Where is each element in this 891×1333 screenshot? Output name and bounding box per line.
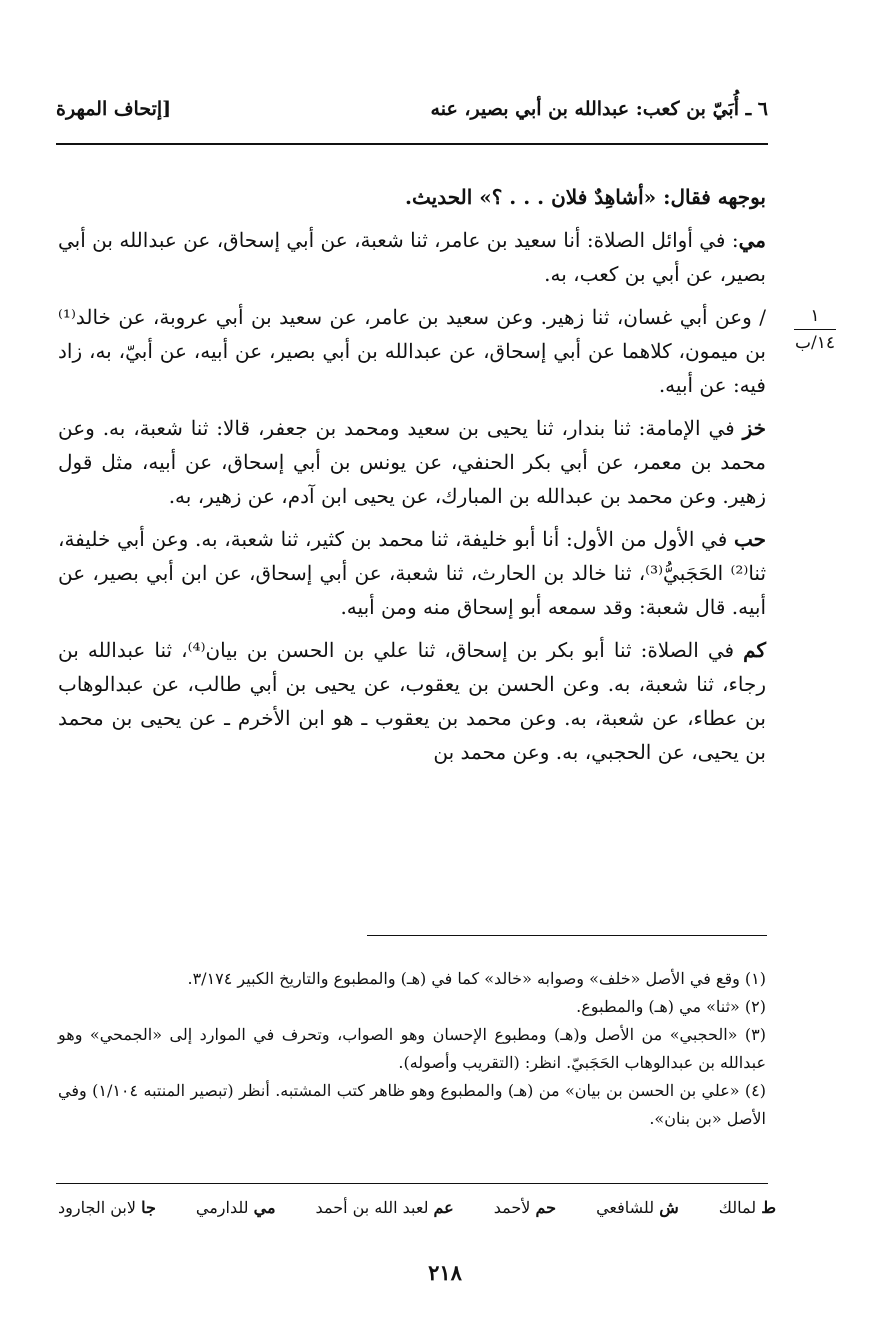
footnote: (١) وقع في الأصل «خلف» وصوابه «خالد» كما في (هـ) والمطبوع والتاريخ الكبير ٣/١٧٤. [187,969,766,988]
header-rule [56,143,768,145]
legend-item: عم لعبد الله بن أحمد [315,1198,454,1217]
header-book-title: [إتحاف المهرة [56,98,172,120]
main-text [58,180,766,778]
footnote: (٢) «ثنا» مي (هـ) والمطبوع. [576,997,766,1016]
running-header [56,92,768,126]
paragraph [58,522,766,624]
paragraph-siglum: كم [743,638,766,662]
paragraph [58,633,766,769]
page-number: ٢١٨ [428,1260,462,1285]
paragraph [58,300,766,402]
footnote: (٣) «الحجبي» من الأصل و(هـ) ومطبوع الإحسان وهو الصواب، وتحرف في الموارد إلى «الجمحي» وهو عبدالله بن عبدالوهاب الحَجَبيّ. انظر: (التقريب وأصوله). [58,1025,766,1072]
paragraph [58,223,766,291]
footnote: (٤) «علي بن الحسن بن بيان» من (هـ) والمطبوع وهو ظاهر كتب المشتبه. أنظر (تبصير المنتبه ١/١٠٤) وفي الأصل «بن بنان». [58,1081,766,1128]
paragraph-text: في الإمامة: ثنا بندار، ثنا يحيى بن سعيد ومحمد بن جعفر، قالا: ثنا شعبة، به. وعن محمد بن معمر، عن أبي بكر الحنفي، عن يونس بن أبي إسحاق، عن أبيه، مثل قول زهير. وعن محمد بن عبدالله بن المبارك، عن يحيى ابن آدم، عن زهير، به. [58,416,766,508]
footnote-rule [367,935,767,936]
footnotes [58,965,766,1133]
legend-rule [56,1183,768,1184]
paragraph-siglum: حب [733,527,766,551]
paragraph-text: بوجهه فقال: «أشاهِدٌ فلان . . . ؟» الحديث. [405,185,766,209]
paragraph [58,411,766,513]
legend-item: ط لمالك [718,1198,776,1217]
margin-note-rule [794,329,836,330]
legend-item: مي للدارمي [195,1198,276,1217]
abbreviation-legend [58,1198,776,1217]
header-title: ٦ ـ أُبَيّ بن كعب: عبدالله بن أبي بصير، عنه [430,98,768,120]
margin-note-top: ١ [810,306,820,326]
margin-note-bottom: ١٤/ب [795,333,835,353]
paragraph-text: في الصلاة: ثنا أبو بكر بن إسحاق، ثنا علي بن الحسن بن بيان⁽⁴⁾، ثنا عبدالله بن رجاء، ثنا شعبة، به. وعن الحسن بن يعقوب، عن يحيى بن أبي طالب، عن عبدالوهاب بن عطاء، عن شعبة، به. وعن محمد بن يعقوب ـ هو ابن الأخرم ـ عن يحيى بن محمد بن يحيى، عن الحجبي، به. وعن محمد بن [58,638,766,764]
paragraph-siglum: خز [742,416,766,440]
margin-folio-note [790,305,840,354]
paragraph-text: في الأول من الأول: أنا أبو خليفة، ثنا محمد بن كثير، ثنا شعبة، به. وعن أبي خليفة، ثنا⁽²⁾ الحَجَبيُّ⁽³⁾، ثنا خالد بن الحارث، ثنا شعبة، عن أبي إسحاق، عن ابن أبي بصير، عن أبيه. قال شعبة: وقد سمعه أبو إسحاق منه ومن أبيه. [58,527,767,619]
paragraph [58,180,766,214]
legend-item: جا لابن الجارود [58,1198,156,1217]
legend-item: ش للشافعي [596,1198,679,1217]
paragraph-text: : في أوائل الصلاة: أنا سعيد بن عامر، ثنا شعبة، عن أبي إسحاق، عن عبدالله بن أبي بصير، عن أبي بن كعب، به. [58,228,766,286]
paragraph-text: / وعن أبي غسان، ثنا زهير. وعن سعيد بن عامر، عن سعيد بن أبي عروبة، عن خالد⁽¹⁾ بن ميمون، كلاهما عن أبي إسحاق، عن عبدالله بن أبي بصير، عن أبيه، عن أبيّ، به، زاد فيه: عن أبيه. [58,305,766,397]
paragraph-siglum: مي [738,228,766,252]
legend-item: حم لأحمد [493,1198,557,1217]
